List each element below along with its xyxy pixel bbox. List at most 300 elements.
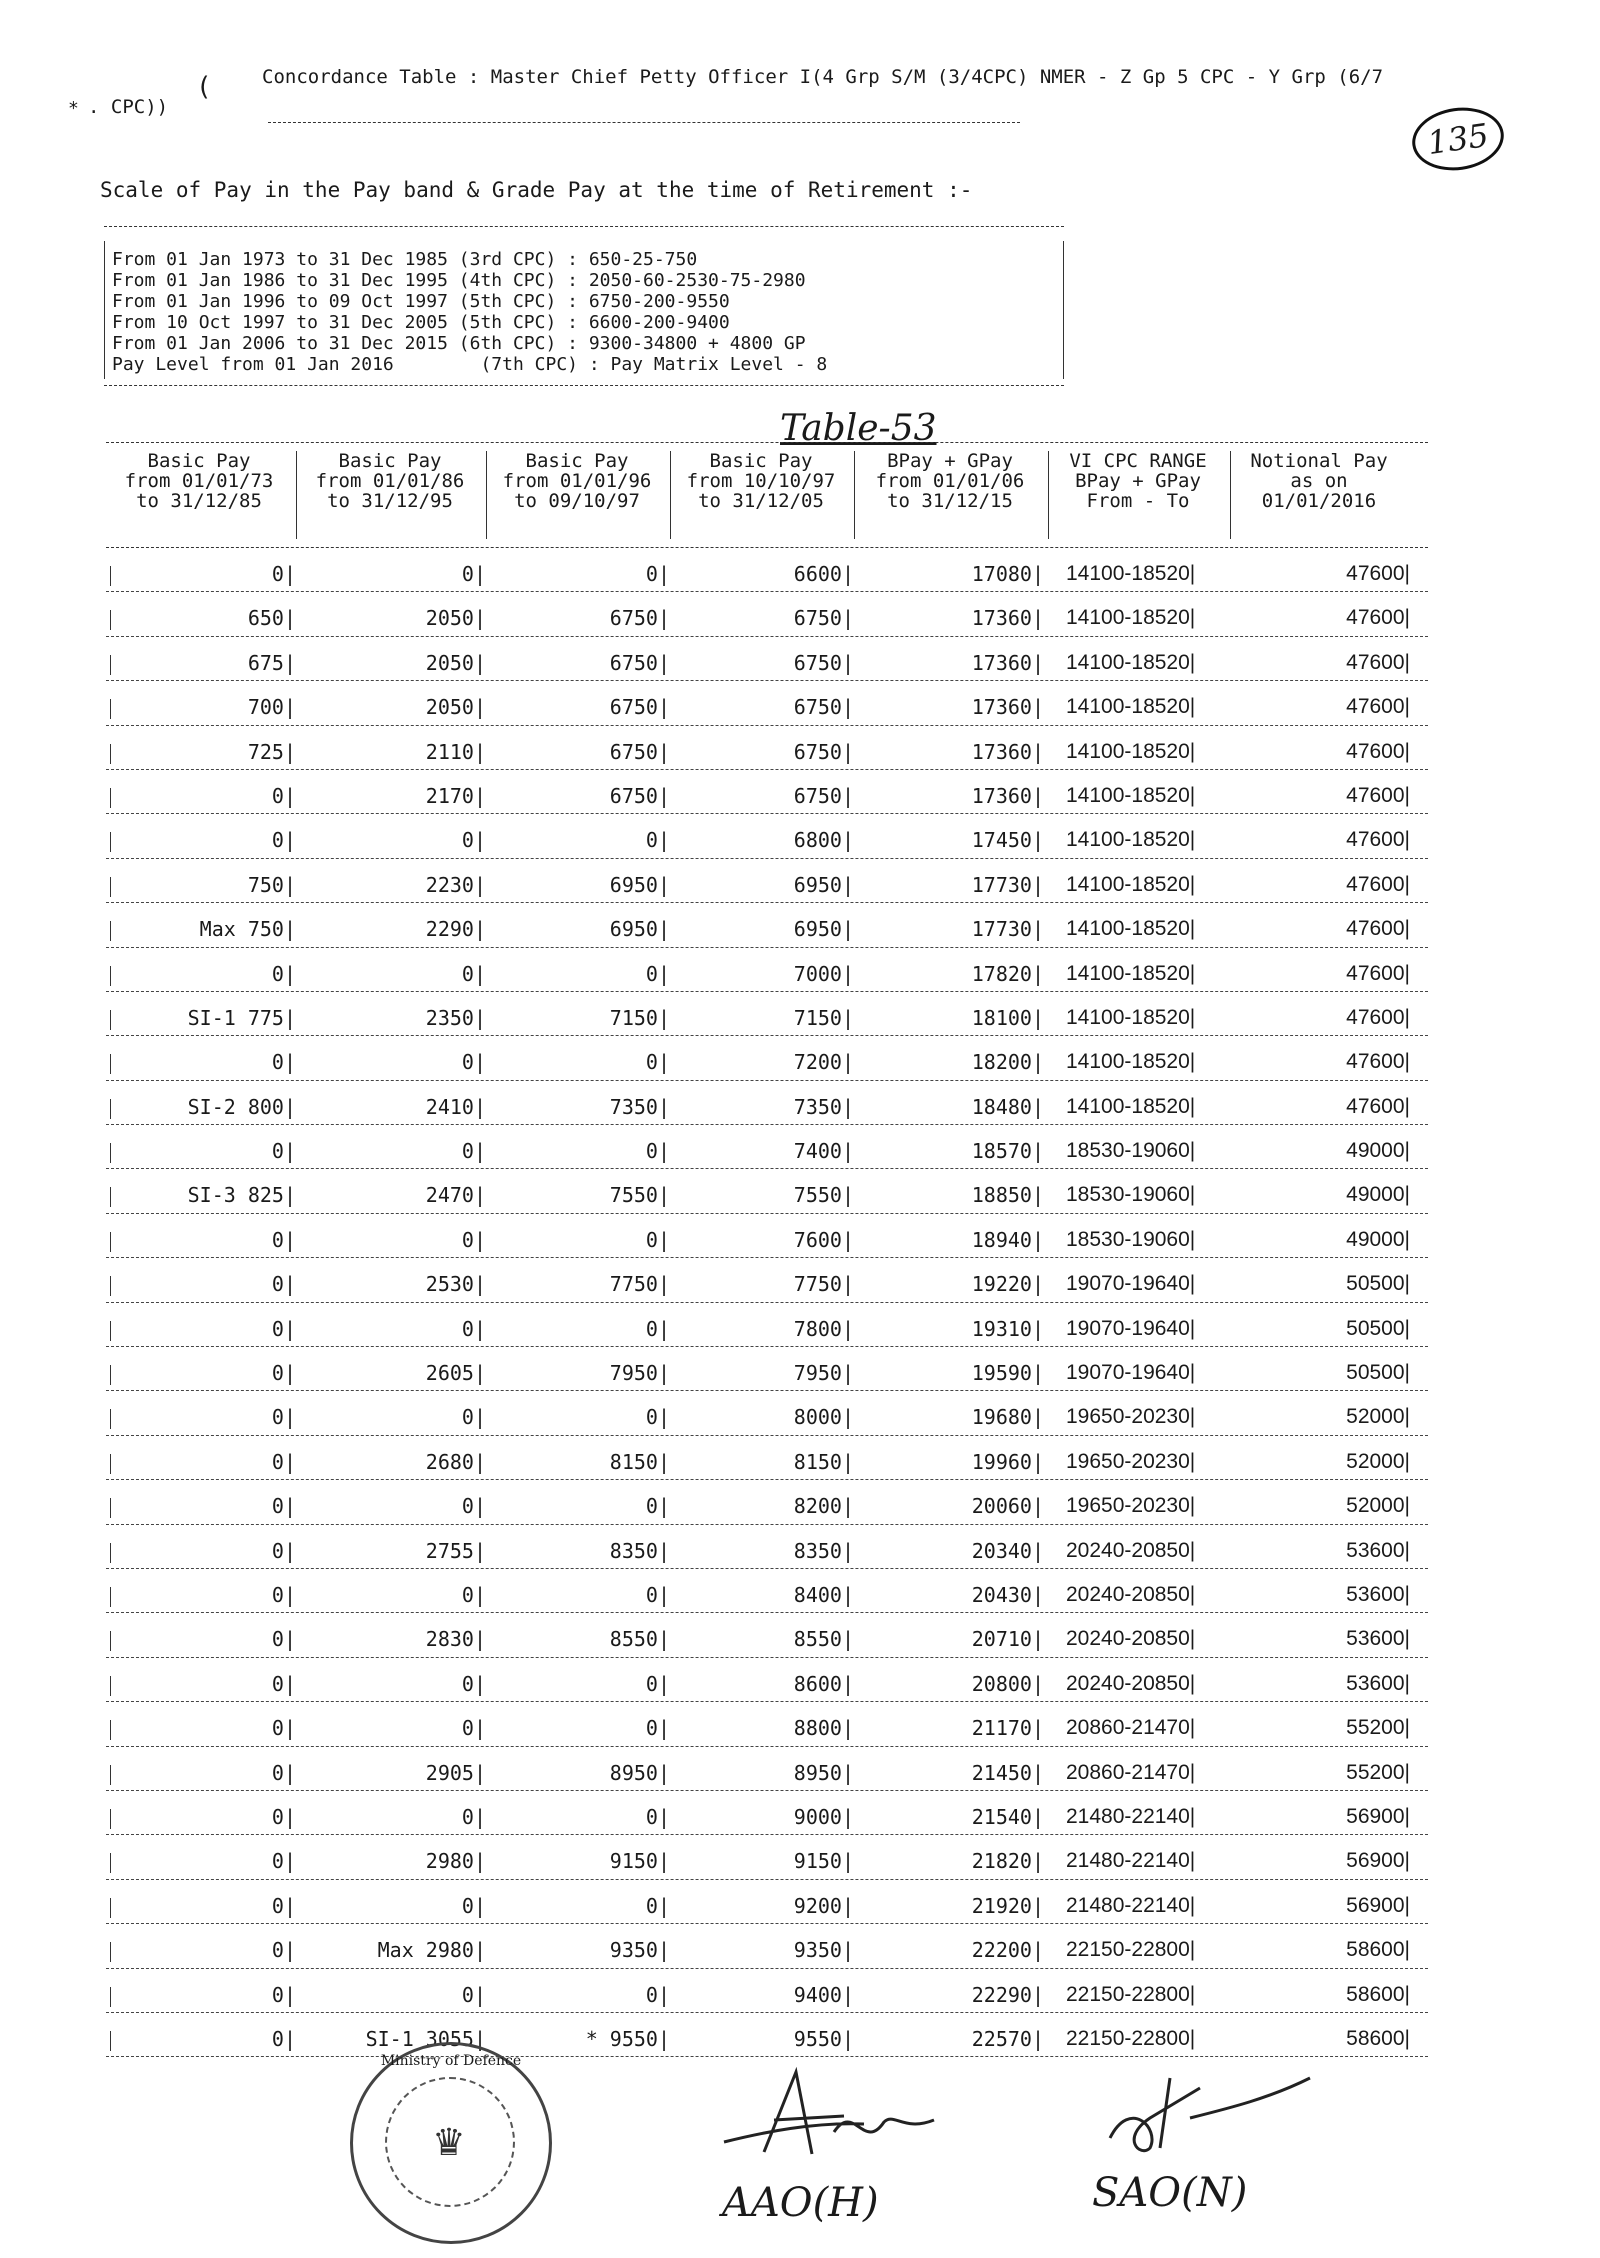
- pay-4cpc-cell: 0|: [461, 1893, 486, 1918]
- pay-6cpc-cell: 19310|: [971, 1316, 1044, 1341]
- pay-5cpc-a-cell: 7950|: [609, 1361, 670, 1386]
- mark-bracket: (: [196, 72, 212, 102]
- row-left-border: [110, 877, 111, 897]
- header-col-1: [106, 451, 292, 539]
- pay-5cpc-b-cell: 6750|: [793, 606, 854, 631]
- table-row: [106, 1347, 1428, 1391]
- pay-3cpc-cell: 0|: [271, 1139, 296, 1164]
- notional-pay-cell: 55200|: [1346, 1760, 1410, 1784]
- header-line: from 01/01/96: [502, 470, 652, 492]
- pay-6cpc-cell: 21450|: [971, 1760, 1044, 1785]
- pay-3cpc-cell: 0|: [271, 1361, 296, 1386]
- signature-aao: [704, 2062, 944, 2172]
- notional-pay-cell: 49000|: [1346, 1139, 1410, 1163]
- notional-pay-cell: 52000|: [1346, 1405, 1410, 1429]
- row-left-border: [110, 1853, 111, 1873]
- header-line: Basic Pay: [147, 450, 251, 472]
- emblem-icon: ♛: [435, 2112, 463, 2166]
- pay-4cpc-cell: 2680|: [425, 1449, 486, 1474]
- pay-6cpc-cell: 21920|: [971, 1893, 1044, 1918]
- pay-4cpc-cell: 0|: [461, 1139, 486, 1164]
- pay-6cpc-cell: 18850|: [971, 1183, 1044, 1208]
- row-left-border: [110, 1099, 111, 1119]
- pay-4cpc-cell: 2470|: [425, 1183, 486, 1208]
- pay-5cpc-b-cell: 8150|: [793, 1449, 854, 1474]
- row-left-border: [110, 1143, 111, 1163]
- header-line: From - To: [1086, 490, 1190, 512]
- header-col-2: [296, 451, 483, 539]
- pay-3cpc-cell: 0|: [271, 1316, 296, 1341]
- notional-pay-cell: 56900|: [1346, 1893, 1410, 1917]
- pay-5cpc-a-cell: * 9550|: [585, 2026, 670, 2051]
- pay-6cpc-cell: 19960|: [971, 1449, 1044, 1474]
- notional-pay-cell: 47600|: [1346, 695, 1410, 719]
- pay-3cpc-cell: 0|: [271, 1050, 296, 1075]
- table-row: [106, 1081, 1428, 1125]
- pay-4cpc-cell: 2290|: [425, 917, 486, 942]
- pay-4cpc-cell: 2350|: [425, 1005, 486, 1030]
- table-row: [106, 1569, 1428, 1613]
- range-6cpc-cell: 21480-22140|: [1066, 1804, 1196, 1828]
- pay-4cpc-cell: 0|: [461, 1494, 486, 1519]
- pay-4cpc-cell: 0|: [461, 1982, 486, 2007]
- range-6cpc-cell: 19650-20230|: [1066, 1494, 1196, 1518]
- pay-4cpc-cell: Max 2980|: [377, 1938, 486, 1963]
- pay-6cpc-cell: 20800|: [971, 1671, 1044, 1696]
- range-6cpc-cell: 19650-20230|: [1066, 1449, 1196, 1473]
- pay-5cpc-a-cell: 0|: [645, 828, 670, 853]
- pay-5cpc-b-cell: 8950|: [793, 1760, 854, 1785]
- pay-6cpc-cell: 20340|: [971, 1538, 1044, 1563]
- pay-5cpc-b-cell: 7200|: [793, 1050, 854, 1075]
- notional-pay-cell: 47600|: [1346, 606, 1410, 630]
- pay-5cpc-a-cell: 6750|: [609, 783, 670, 808]
- row-left-border: [110, 788, 111, 808]
- pay-6cpc-cell: 17730|: [971, 917, 1044, 942]
- pay-6cpc-cell: 22570|: [971, 2026, 1044, 2051]
- pay-5cpc-a-cell: 0|: [645, 1804, 670, 1829]
- header-line: to 31/12/85: [136, 490, 262, 512]
- table-row: [106, 726, 1428, 770]
- title-underline: [268, 122, 1020, 123]
- range-6cpc-cell: 19070-19640|: [1066, 1272, 1196, 1296]
- pay-5cpc-a-cell: 0|: [645, 961, 670, 986]
- range-6cpc-cell: 14100-18520|: [1066, 961, 1196, 985]
- row-left-border: [110, 1054, 111, 1074]
- pay-3cpc-cell: 0|: [271, 1449, 296, 1474]
- notional-pay-cell: 50500|: [1346, 1316, 1410, 1340]
- table-row: [106, 1791, 1428, 1835]
- pay-6cpc-cell: 20710|: [971, 1627, 1044, 1652]
- notional-pay-cell: 49000|: [1346, 1183, 1410, 1207]
- range-6cpc-cell: 14100-18520|: [1066, 1005, 1196, 1029]
- pay-6cpc-cell: 18940|: [971, 1227, 1044, 1252]
- pay-3cpc-cell: 0|: [271, 1849, 296, 1874]
- pay-5cpc-b-cell: 7000|: [793, 961, 854, 986]
- row-left-border: [110, 1765, 111, 1785]
- table-row: [106, 1391, 1428, 1435]
- pay-3cpc-cell: 0|: [271, 1938, 296, 1963]
- header-line: to 09/10/97: [514, 490, 640, 512]
- table-row: [106, 1924, 1428, 1968]
- pay-5cpc-b-cell: 9350|: [793, 1938, 854, 1963]
- range-6cpc-cell: 21480-22140|: [1066, 1893, 1196, 1917]
- concordance-table: [106, 442, 1428, 2057]
- notional-pay-cell: 58600|: [1346, 1982, 1410, 2006]
- range-6cpc-cell: 20240-20850|: [1066, 1671, 1196, 1695]
- range-6cpc-cell: 14100-18520|: [1066, 872, 1196, 896]
- pay-3cpc-cell: 0|: [271, 783, 296, 808]
- pay-6cpc-cell: 17450|: [971, 828, 1044, 853]
- header-line: to 31/12/15: [887, 490, 1013, 512]
- notional-pay-cell: 47600|: [1346, 1094, 1410, 1118]
- scale-line: From 01 Jan 1973 to 31 Dec 1985 (3rd CPC) : 650-25-750: [112, 249, 698, 270]
- pay-5cpc-a-cell: 7750|: [609, 1272, 670, 1297]
- scale-box-left-border: [104, 241, 105, 379]
- table-row: [106, 1658, 1428, 1702]
- pay-6cpc-cell: 17820|: [971, 961, 1044, 986]
- pay-3cpc-cell: 700|: [247, 695, 296, 720]
- pay-5cpc-a-cell: 0|: [645, 1582, 670, 1607]
- pay-6cpc-cell: 17360|: [971, 783, 1044, 808]
- pay-6cpc-cell: 21540|: [971, 1804, 1044, 1829]
- row-left-border: [110, 1987, 111, 2007]
- row-left-border: [110, 610, 111, 630]
- pay-4cpc-cell: 2170|: [425, 783, 486, 808]
- table-row: [106, 1880, 1428, 1924]
- table-row: [106, 1613, 1428, 1657]
- row-left-border: [110, 1898, 111, 1918]
- row-left-border: [110, 566, 111, 586]
- notional-pay-cell: 50500|: [1346, 1272, 1410, 1296]
- table-row: [106, 1036, 1428, 1080]
- scale-heading: Scale of Pay in the Pay band & Grade Pay at the time of Retirement :-: [100, 178, 973, 202]
- notional-pay-cell: 49000|: [1346, 1227, 1410, 1251]
- range-6cpc-cell: 14100-18520|: [1066, 1050, 1196, 1074]
- row-left-border: [110, 655, 111, 675]
- pay-4cpc-cell: SI-1 3055|: [365, 2026, 486, 2051]
- range-6cpc-cell: 14100-18520|: [1066, 783, 1196, 807]
- pay-5cpc-a-cell: 6750|: [609, 650, 670, 675]
- pay-6cpc-cell: 19590|: [971, 1361, 1044, 1386]
- pay-5cpc-b-cell: 6950|: [793, 872, 854, 897]
- notional-pay-cell: 47600|: [1346, 783, 1410, 807]
- pay-3cpc-cell: SI-3 825|: [187, 1183, 296, 1208]
- pay-3cpc-cell: 0|: [271, 961, 296, 986]
- pay-3cpc-cell: 0|: [271, 1627, 296, 1652]
- range-6cpc-cell: 20240-20850|: [1066, 1538, 1196, 1562]
- range-6cpc-cell: 14100-18520|: [1066, 917, 1196, 941]
- pay-3cpc-cell: 0|: [271, 2026, 296, 2051]
- row-left-border: [110, 921, 111, 941]
- pay-6cpc-cell: 17360|: [971, 695, 1044, 720]
- signature-label-sao: SAO(N): [1092, 2170, 1248, 2216]
- row-left-border: [110, 966, 111, 986]
- notional-pay-cell: 53600|: [1346, 1627, 1410, 1651]
- notional-pay-cell: 55200|: [1346, 1716, 1410, 1740]
- range-6cpc-cell: 18530-19060|: [1066, 1139, 1196, 1163]
- pay-3cpc-cell: SI-2 800|: [187, 1094, 296, 1119]
- pay-5cpc-b-cell: 9550|: [793, 2026, 854, 2051]
- pay-4cpc-cell: 2830|: [425, 1627, 486, 1652]
- pay-5cpc-b-cell: 6600|: [793, 562, 854, 586]
- notional-pay-cell: 53600|: [1346, 1538, 1410, 1562]
- pay-5cpc-b-cell: 7150|: [793, 1005, 854, 1030]
- range-6cpc-cell: 14100-18520|: [1066, 650, 1196, 674]
- notional-pay-cell: 47600|: [1346, 1050, 1410, 1074]
- row-left-border: [110, 1321, 111, 1341]
- pay-6cpc-cell: 17730|: [971, 872, 1044, 897]
- pay-3cpc-cell: 0|: [271, 1804, 296, 1829]
- header-line: from 01/01/06: [875, 470, 1025, 492]
- scale-line: From 10 Oct 1997 to 31 Dec 2005 (5th CPC) : 6600-200-9400: [112, 312, 730, 333]
- scale-line: From 01 Jan 1986 to 31 Dec 1995 (4th CPC) : 2050-60-2530-75-2980: [112, 270, 806, 291]
- row-left-border: [110, 1942, 111, 1962]
- pay-5cpc-a-cell: 0|: [645, 1139, 670, 1164]
- pay-5cpc-b-cell: 8400|: [793, 1582, 854, 1607]
- range-6cpc-cell: 14100-18520|: [1066, 739, 1196, 763]
- table-row: [106, 681, 1428, 725]
- range-6cpc-cell: 14100-18520|: [1066, 606, 1196, 630]
- range-6cpc-cell: 18530-19060|: [1066, 1183, 1196, 1207]
- pay-5cpc-a-cell: 6750|: [609, 606, 670, 631]
- scale-box-right-border: [1063, 241, 1064, 379]
- notional-pay-cell: 52000|: [1346, 1494, 1410, 1518]
- header-line: BPay + GPay: [1075, 470, 1201, 492]
- pay-5cpc-a-cell: 7150|: [609, 1005, 670, 1030]
- pay-3cpc-cell: 0|: [271, 1272, 296, 1297]
- pay-4cpc-cell: 0|: [461, 961, 486, 986]
- notional-pay-cell: 47600|: [1346, 1005, 1410, 1029]
- range-6cpc-cell: 20860-21470|: [1066, 1760, 1196, 1784]
- pay-6cpc-cell: 18200|: [971, 1050, 1044, 1075]
- pay-5cpc-a-cell: 8950|: [609, 1760, 670, 1785]
- pay-4cpc-cell: 2530|: [425, 1272, 486, 1297]
- pay-4cpc-cell: 2905|: [425, 1760, 486, 1785]
- ministry-seal: [350, 2042, 552, 2244]
- range-6cpc-cell: 14100-18520|: [1066, 695, 1196, 719]
- pay-5cpc-b-cell: 9150|: [793, 1849, 854, 1874]
- pay-5cpc-a-cell: 7350|: [609, 1094, 670, 1119]
- pay-5cpc-b-cell: 7600|: [793, 1227, 854, 1252]
- pay-4cpc-cell: 2980|: [425, 1849, 486, 1874]
- pay-6cpc-cell: 21820|: [971, 1849, 1044, 1874]
- pay-5cpc-a-cell: 0|: [645, 1405, 670, 1430]
- table-row: [106, 770, 1428, 814]
- pay-5cpc-b-cell: 6800|: [793, 828, 854, 853]
- row-left-border: [110, 832, 111, 852]
- pay-5cpc-b-cell: 6750|: [793, 739, 854, 764]
- table-row: [106, 548, 1428, 592]
- document-title-continued: . CPC)): [88, 96, 169, 118]
- pay-5cpc-b-cell: 7750|: [793, 1272, 854, 1297]
- header-col-6: [1048, 451, 1227, 539]
- pay-5cpc-a-cell: 0|: [645, 1716, 670, 1741]
- pay-5cpc-b-cell: 8550|: [793, 1627, 854, 1652]
- pay-5cpc-a-cell: 8350|: [609, 1538, 670, 1563]
- notional-pay-cell: 56900|: [1346, 1849, 1410, 1873]
- pay-4cpc-cell: 0|: [461, 1671, 486, 1696]
- notional-pay-cell: 58600|: [1346, 1938, 1410, 1962]
- mark-left: *: [68, 98, 79, 119]
- table-row: [106, 1480, 1428, 1524]
- table-row: [106, 814, 1428, 858]
- notional-pay-cell: 53600|: [1346, 1671, 1410, 1695]
- header-line: as on: [1290, 470, 1348, 492]
- row-left-border: [110, 1232, 111, 1252]
- table-row: [106, 1303, 1428, 1347]
- header-line: Basic Pay: [709, 450, 813, 472]
- pay-5cpc-b-cell: 9400|: [793, 1982, 854, 2007]
- row-left-border: [110, 1676, 111, 1696]
- table-row: [106, 1835, 1428, 1879]
- range-6cpc-cell: 19070-19640|: [1066, 1361, 1196, 1385]
- header-col-4: [670, 451, 851, 539]
- pay-3cpc-cell: 0|: [271, 1716, 296, 1741]
- row-left-border: [110, 1365, 111, 1385]
- pay-3cpc-cell: 0|: [271, 828, 296, 853]
- pay-4cpc-cell: 0|: [461, 1316, 486, 1341]
- pay-6cpc-cell: 19680|: [971, 1405, 1044, 1430]
- pay-5cpc-a-cell: 9150|: [609, 1849, 670, 1874]
- notional-pay-cell: 47600|: [1346, 917, 1410, 941]
- notional-pay-cell: 47600|: [1346, 961, 1410, 985]
- pay-5cpc-a-cell: 8150|: [609, 1449, 670, 1474]
- pay-5cpc-a-cell: 0|: [645, 1227, 670, 1252]
- table-row: [106, 1436, 1428, 1480]
- signature-label-aao: AAO(H): [722, 2180, 879, 2226]
- document-title: Concordance Table : Master Chief Petty Officer I(4 Grp S/M (3/4CPC) NMER - Z Gp 5 CPC - Y Grp (6/7: [262, 66, 1384, 88]
- pay-3cpc-cell: 650|: [247, 606, 296, 631]
- pay-6cpc-cell: 22200|: [971, 1938, 1044, 1963]
- pay-5cpc-b-cell: 7950|: [793, 1361, 854, 1386]
- notional-pay-cell: 47600|: [1346, 562, 1410, 585]
- table-row: [106, 1969, 1428, 2013]
- table-row: [106, 2013, 1428, 2057]
- pay-4cpc-cell: 2605|: [425, 1361, 486, 1386]
- table-label: Table-53: [780, 408, 937, 449]
- pay-3cpc-cell: Max 750|: [199, 917, 296, 942]
- row-left-border: [110, 1409, 111, 1429]
- pay-4cpc-cell: 2050|: [425, 606, 486, 631]
- pay-5cpc-b-cell: 6750|: [793, 695, 854, 720]
- pay-3cpc-cell: 725|: [247, 739, 296, 764]
- pay-6cpc-cell: 18100|: [971, 1005, 1044, 1030]
- pay-5cpc-b-cell: 8000|: [793, 1405, 854, 1430]
- pay-4cpc-cell: 2755|: [425, 1538, 486, 1563]
- pay-5cpc-b-cell: 9200|: [793, 1893, 854, 1918]
- range-6cpc-cell: 19070-19640|: [1066, 1316, 1196, 1340]
- header-line: to 31/12/05: [698, 490, 824, 512]
- pay-4cpc-cell: 2050|: [425, 695, 486, 720]
- pay-5cpc-b-cell: 8800|: [793, 1716, 854, 1741]
- pay-5cpc-a-cell: 6950|: [609, 872, 670, 897]
- pay-5cpc-b-cell: 9000|: [793, 1804, 854, 1829]
- scale-box: [104, 226, 1064, 386]
- pay-5cpc-b-cell: 8350|: [793, 1538, 854, 1563]
- pay-5cpc-b-cell: 6950|: [793, 917, 854, 942]
- table-row: [106, 1169, 1428, 1213]
- pay-5cpc-a-cell: 0|: [645, 1316, 670, 1341]
- header-line: from 01/01/86: [315, 470, 465, 492]
- pay-5cpc-a-cell: 0|: [645, 1982, 670, 2007]
- header-col-5: [854, 451, 1045, 539]
- pay-5cpc-a-cell: 0|: [645, 1050, 670, 1075]
- pay-3cpc-cell: 675|: [247, 650, 296, 675]
- header-line: VI CPC RANGE: [1069, 450, 1207, 472]
- pay-4cpc-cell: 2230|: [425, 872, 486, 897]
- range-6cpc-cell: 20860-21470|: [1066, 1716, 1196, 1740]
- pay-6cpc-cell: 17360|: [971, 650, 1044, 675]
- table-header: [106, 442, 1428, 548]
- row-left-border: [110, 1276, 111, 1296]
- table-row: [106, 948, 1428, 992]
- pay-5cpc-a-cell: 0|: [645, 562, 670, 586]
- header-line: 01/01/2016: [1261, 490, 1377, 512]
- row-left-border: [110, 699, 111, 719]
- notional-pay-cell: 47600|: [1346, 828, 1410, 852]
- pay-3cpc-cell: 0|: [271, 1760, 296, 1785]
- pay-3cpc-cell: 0|: [271, 1893, 296, 1918]
- pay-5cpc-b-cell: 8200|: [793, 1494, 854, 1519]
- range-6cpc-cell: 14100-18520|: [1066, 1094, 1196, 1118]
- pay-3cpc-cell: 0|: [271, 1671, 296, 1696]
- row-left-border: [110, 1631, 111, 1651]
- notional-pay-cell: 47600|: [1346, 872, 1410, 896]
- header-line: to 31/12/95: [327, 490, 453, 512]
- table-row: [106, 592, 1428, 636]
- seal-text: Ministry of Defence: [380, 2053, 522, 2069]
- table-row: [106, 903, 1428, 947]
- pay-6cpc-cell: 17360|: [971, 739, 1044, 764]
- pay-3cpc-cell: 0|: [271, 562, 296, 586]
- range-6cpc-cell: 20240-20850|: [1066, 1627, 1196, 1651]
- pay-5cpc-a-cell: 6750|: [609, 739, 670, 764]
- pay-5cpc-a-cell: 0|: [645, 1893, 670, 1918]
- pay-5cpc-a-cell: 8550|: [609, 1627, 670, 1652]
- range-6cpc-cell: 22150-22800|: [1066, 1982, 1196, 2006]
- header-line: BPay + GPay: [887, 450, 1013, 472]
- row-left-border: [110, 1587, 111, 1607]
- pay-3cpc-cell: 0|: [271, 1405, 296, 1430]
- scale-line: Pay Level from 01 Jan 2016 (7th CPC) : Pay Matrix Level - 8: [112, 354, 828, 375]
- pay-3cpc-cell: 750|: [247, 872, 296, 897]
- pay-4cpc-cell: 2410|: [425, 1094, 486, 1119]
- pay-4cpc-cell: 0|: [461, 1405, 486, 1430]
- scale-line: From 01 Jan 1996 to 09 Oct 1997 (5th CPC) : 6750-200-9550: [112, 291, 730, 312]
- pay-4cpc-cell: 2110|: [425, 739, 486, 764]
- notional-pay-cell: 53600|: [1346, 1582, 1410, 1606]
- pay-5cpc-a-cell: 0|: [645, 1494, 670, 1519]
- range-6cpc-cell: 19650-20230|: [1066, 1405, 1196, 1429]
- pay-4cpc-cell: 0|: [461, 1582, 486, 1607]
- row-left-border: [110, 1543, 111, 1563]
- pay-5cpc-b-cell: 6750|: [793, 650, 854, 675]
- table-row: [106, 992, 1428, 1036]
- header-line: from 10/10/97: [686, 470, 836, 492]
- pay-4cpc-cell: 0|: [461, 1050, 486, 1075]
- pay-5cpc-b-cell: 7550|: [793, 1183, 854, 1208]
- range-6cpc-cell: 20240-20850|: [1066, 1582, 1196, 1606]
- pay-5cpc-a-cell: 6950|: [609, 917, 670, 942]
- signature-sao: [1090, 2058, 1320, 2168]
- notional-pay-cell: 47600|: [1346, 739, 1410, 763]
- table-row: [106, 1747, 1428, 1791]
- pay-4cpc-cell: 0|: [461, 1227, 486, 1252]
- pay-3cpc-cell: 0|: [271, 1582, 296, 1607]
- notional-pay-cell: 50500|: [1346, 1361, 1410, 1385]
- range-6cpc-cell: 22150-22800|: [1066, 1938, 1196, 1962]
